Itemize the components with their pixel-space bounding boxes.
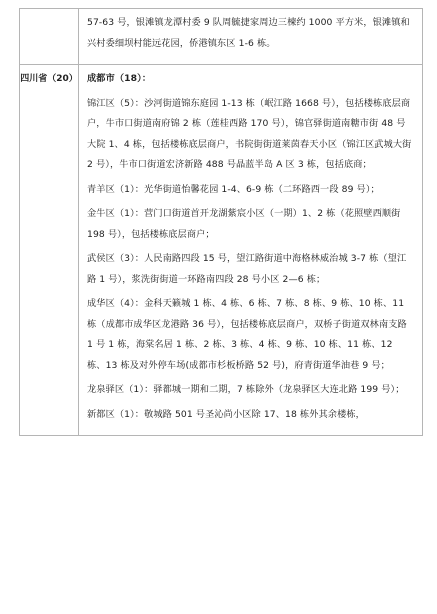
area-list-cell: [79, 9, 423, 65]
district-paragraph: 武侯区（3）：人民南路四段 15 号，望江路街道中海格林威治城 3-7 栋（望江路 1 号），浆洗街街道一环路南四段 28 号小区 2—6 栋；: [87, 253, 407, 285]
district-paragraph: 龙泉驿区（1）：驿都城一期和二期，7 栋除外（龙泉驿区大连北路 199 号）；: [87, 384, 405, 395]
table-row: [20, 65, 423, 436]
area-paragraph: 57-63 号，银滩镇龙潭村委 9 队周毓捷家周边三楝约 1000 平方米，银滩镇和兴村委细坝村能远花园，侨港镇东区 1-6 栋。: [87, 17, 410, 49]
province-cell-empty: [20, 9, 79, 65]
district-paragraph: 青羊区（1）：光华街道怡馨花园 1-4、6-9 栋（二环路西一段 89 号）；: [87, 183, 380, 195]
district-paragraph: 新都区（1）：敬城路 501 号圣沁尚小区除 17、18 栋外其余楼栋，: [87, 408, 365, 420]
district-paragraph: 金牛区（1）：营门口街道首开龙湖紫宸小区（一期）1、2 栋（花照壁西顺街 198 号），包括楼栋底层商户；: [87, 208, 401, 240]
district-paragraph: 成华区（4）：金科天籁城 1 栋、4 栋、6 栋、7 栋、8 栋、9 栋、10 栋、11 栋（成都市成华区龙港路 36 号），包括楼栋底层商户，双桥子街道双林南支路 1 号 1 栋，海棠名居 1 栋、2 栋、3 栋、4 栋、9 栋、10 栋、11 栋、12 栋、13 栋及对外停车场(成都市杉板桥路 52 号)，府青街道华油巷 9 号；: [87, 298, 407, 371]
province-label: 四川省（20）: [20, 74, 78, 84]
province-cell: [20, 65, 79, 436]
risk-area-table: [19, 8, 423, 436]
district-paragraph: 锦江区（5）：沙河街道锦东庭园 1-13 栋（岷江路 1668 号），包括楼栋底层商户，牛市口街道南府锦 2 栋（莲桂西路 170 号），锦官驿街道南糖市街 48 号大院 1、4 栋，包括楼栋底层商户，书院街街道莱茵春天小区（锦江区武城大街 2 号），牛市口街道宏济新路 488 号晶蓝半岛 A 区 3 栋，包括底商；: [87, 97, 412, 170]
area-list-cell: [79, 65, 423, 436]
table-row: [20, 9, 423, 65]
city-heading: 成都市（18）：: [87, 73, 152, 84]
